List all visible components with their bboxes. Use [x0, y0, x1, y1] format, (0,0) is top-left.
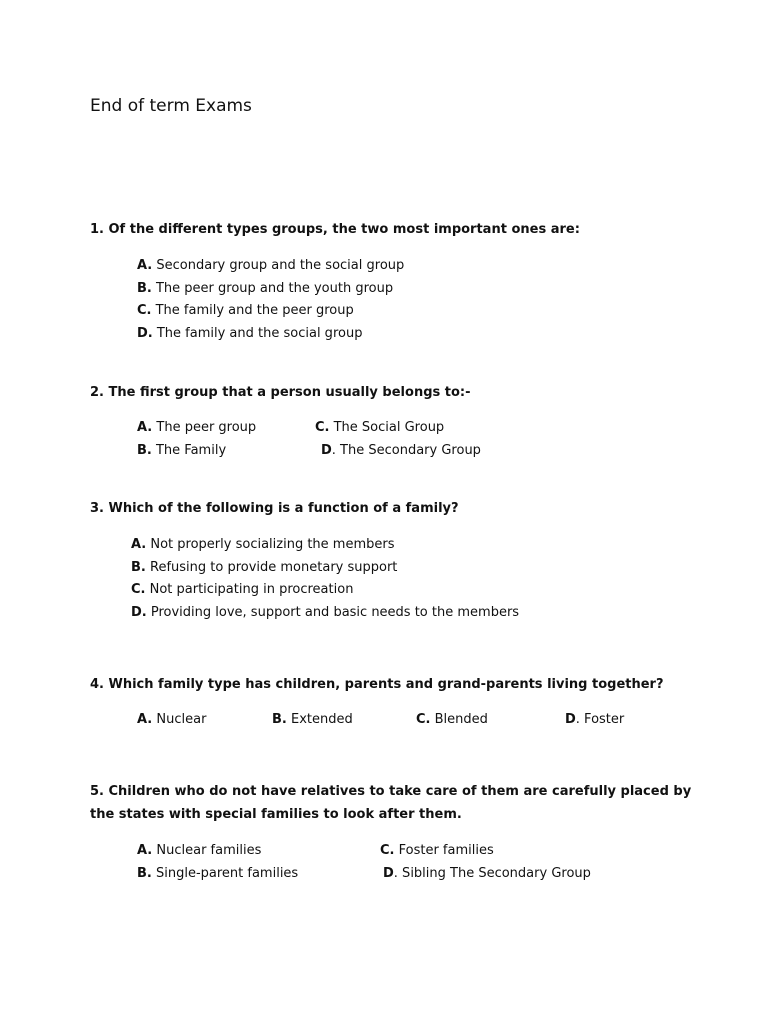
q1-option-c: [137, 302, 354, 320]
question-1: 1. Of the different types groups, the two most important ones are:: [90, 222, 580, 237]
q3-option-d: [131, 604, 519, 622]
option-letter: A.: [137, 843, 153, 858]
exam-title: End of term Exams: [90, 96, 252, 116]
option-letter: D.: [131, 605, 147, 620]
question-4: 4. Which family type has children, parents and grand-parents living together?: [90, 677, 664, 692]
question-2: 2. The first group that a person usually belongs to:-: [90, 385, 471, 400]
q3-option-c: [131, 581, 353, 599]
option-letter: B.: [137, 866, 152, 881]
option-text: . Foster: [575, 712, 625, 727]
option-text: The family and the social group: [152, 326, 363, 341]
q2-option-a: [137, 419, 256, 437]
option-letter: C.: [416, 712, 431, 727]
option-letter: D.: [137, 326, 153, 341]
q5-option-d: [383, 865, 591, 883]
option-letter: C.: [131, 582, 146, 597]
option-text: Refusing to provide monetary support: [145, 560, 398, 575]
option-text: Not participating in procreation: [145, 582, 354, 597]
option-letter: B.: [137, 281, 152, 296]
q4-option-b: [272, 711, 353, 729]
q3-option-a: [131, 536, 394, 554]
q1-option-b: [137, 280, 393, 298]
option-letter: A.: [137, 420, 153, 435]
option-text: The peer group: [152, 420, 257, 435]
option-letter: C.: [137, 303, 152, 318]
option-text: Blended: [430, 712, 488, 727]
q1-option-a: [137, 257, 404, 275]
q3-option-b: [131, 559, 397, 577]
option-text: Nuclear: [152, 712, 207, 727]
option-letter: B.: [272, 712, 287, 727]
option-text: The Social Group: [329, 420, 445, 435]
option-letter: B.: [131, 560, 146, 575]
option-letter: C.: [380, 843, 395, 858]
q4-option-d: [565, 711, 624, 729]
option-letter: C.: [315, 420, 330, 435]
question-3: 3. Which of the following is a function of a family?: [90, 501, 459, 516]
option-letter: D: [565, 712, 576, 727]
option-text: Secondary group and the social group: [152, 258, 405, 273]
q5-option-a: [137, 842, 261, 860]
q1-option-d: [137, 325, 362, 343]
option-text: Single-parent families: [151, 866, 299, 881]
option-text: . The Secondary Group: [331, 443, 481, 458]
option-text: Not properly socializing the members: [146, 537, 395, 552]
q4-option-c: [416, 711, 488, 729]
option-letter: B.: [137, 443, 152, 458]
q5-option-c: [380, 842, 494, 860]
option-text: Providing love, support and basic needs to the members: [146, 605, 520, 620]
q2-option-c: [315, 419, 444, 437]
option-text: The peer group and the youth group: [151, 281, 394, 296]
option-letter: D: [321, 443, 332, 458]
option-letter: A.: [131, 537, 147, 552]
option-text: . Sibling The Secondary Group: [393, 866, 591, 881]
option-text: Extended: [286, 712, 353, 727]
q4-option-a: [137, 711, 206, 729]
q2-option-b: [137, 442, 226, 460]
option-letter: D: [383, 866, 394, 881]
q5-option-b: [137, 865, 298, 883]
option-text: Foster families: [394, 843, 494, 858]
question-5-line-1: 5. Children who do not have relatives to take care of them are carefully placed by: [90, 784, 692, 799]
question-5-line-2: the states with special families to look after them.: [90, 807, 462, 822]
option-letter: A.: [137, 258, 153, 273]
option-letter: A.: [137, 712, 153, 727]
option-text: The Family: [151, 443, 227, 458]
option-text: Nuclear families: [152, 843, 262, 858]
option-text: The family and the peer group: [151, 303, 354, 318]
q2-option-d: [321, 442, 481, 460]
